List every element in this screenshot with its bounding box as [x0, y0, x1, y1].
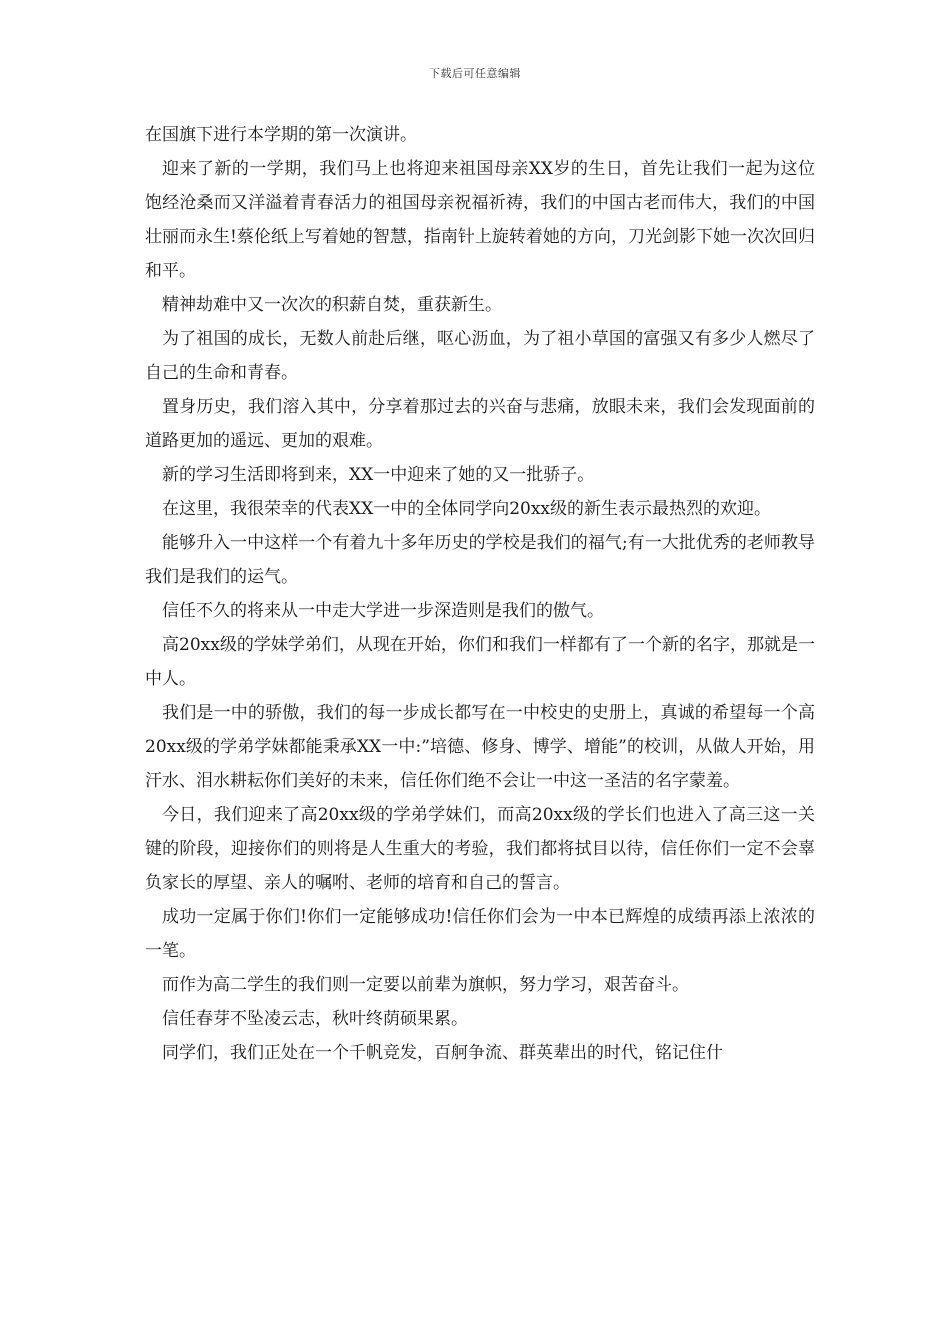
paragraph: 在这里，我很荣幸的代表XX一中的全体同学向20xx级的新生表示最热烈的欢迎。: [162, 499, 772, 519]
paragraph: 迎来了新的一学期，我们马上也将迎来祖国母亲XX岁的生日，首先让我们一起为这位饱经沧桑而又洋溢着青春活力的祖国母亲祝福祈祷，我们的中国古老而伟大，我们的中国壮丽而永生!蔡伦纸上写着她的智慧，指南针上旋转着她的方向，刀光剑影下她一次次回归和平。: [145, 159, 815, 281]
paragraph: 置身历史，我们溶入其中，分享着那过去的兴奋与悲痛，放眼未来，我们会发现面前的道路更加的遥远、更加的艰难。: [145, 397, 815, 451]
paragraph: 今日，我们迎来了高20xx级的学弟学妹们，而高20xx级的学长们也进入了高三这一关键的阶段，迎接你们的则将是人生重大的考验，我们都将拭目以待，信任你们一定不会辜负家长的厚望、亲人的嘱咐、老师的培育和自己的誓言。: [145, 805, 815, 893]
paragraph: 能够升入一中这样一个有着九十多年历史的学校是我们的福气;有一大批优秀的老师教导我们是我们的运气。: [145, 533, 815, 587]
paragraph: 信任不久的将来从一中走大学进一步深造则是我们的傲气。: [162, 601, 604, 621]
paragraph: 为了祖国的成长，无数人前赴后继，呕心沥血，为了祖小草国的富强又有多少人燃尽了自己的生命和青春。: [145, 329, 815, 383]
paragraph: 精神劫难中又一次次的积薪自焚，重获新生。: [162, 295, 502, 315]
paragraph: 成功一定属于你们!你们一定能够成功!信任你们会为一中本已辉煌的成绩再添上浓浓的一笔。: [145, 907, 815, 961]
paragraph: 信任春芽不坠凌云志，秋叶终荫硕果累。: [162, 1009, 468, 1029]
paragraph: 高20xx级的学妹学弟们，从现在开始，你们和我们一样都有了一个新的名字，那就是一中人。: [145, 635, 815, 689]
paragraph: 在国旗下进行本学期的第一次演讲。: [145, 125, 417, 145]
paragraph: 我们是一中的骄傲，我们的每一步成长都写在一中校史的史册上，真诚的希望每一个高20xx级的学弟学妹都能秉承XX一中:”培德、修身、博学、增能”的校训，从做人开始，用汗水、泪水耕耘你们美好的未来，信任你们绝不会让一中这一圣洁的名字蒙羞。: [145, 703, 815, 791]
paragraph: 新的学习生活即将到来，XX一中迎来了她的又一批骄子。: [162, 465, 595, 485]
paragraph: 同学们，我们正处在一个千帆竞发，百舸争流、群英辈出的时代，铭记住什: [162, 1043, 723, 1063]
page-header-note: 下载后可任意编辑: [429, 67, 521, 80]
paragraph: 而作为高二学生的我们则一定要以前辈为旗帜，努力学习，艰苦奋斗。: [162, 975, 689, 995]
document-body: [145, 118, 815, 1070]
